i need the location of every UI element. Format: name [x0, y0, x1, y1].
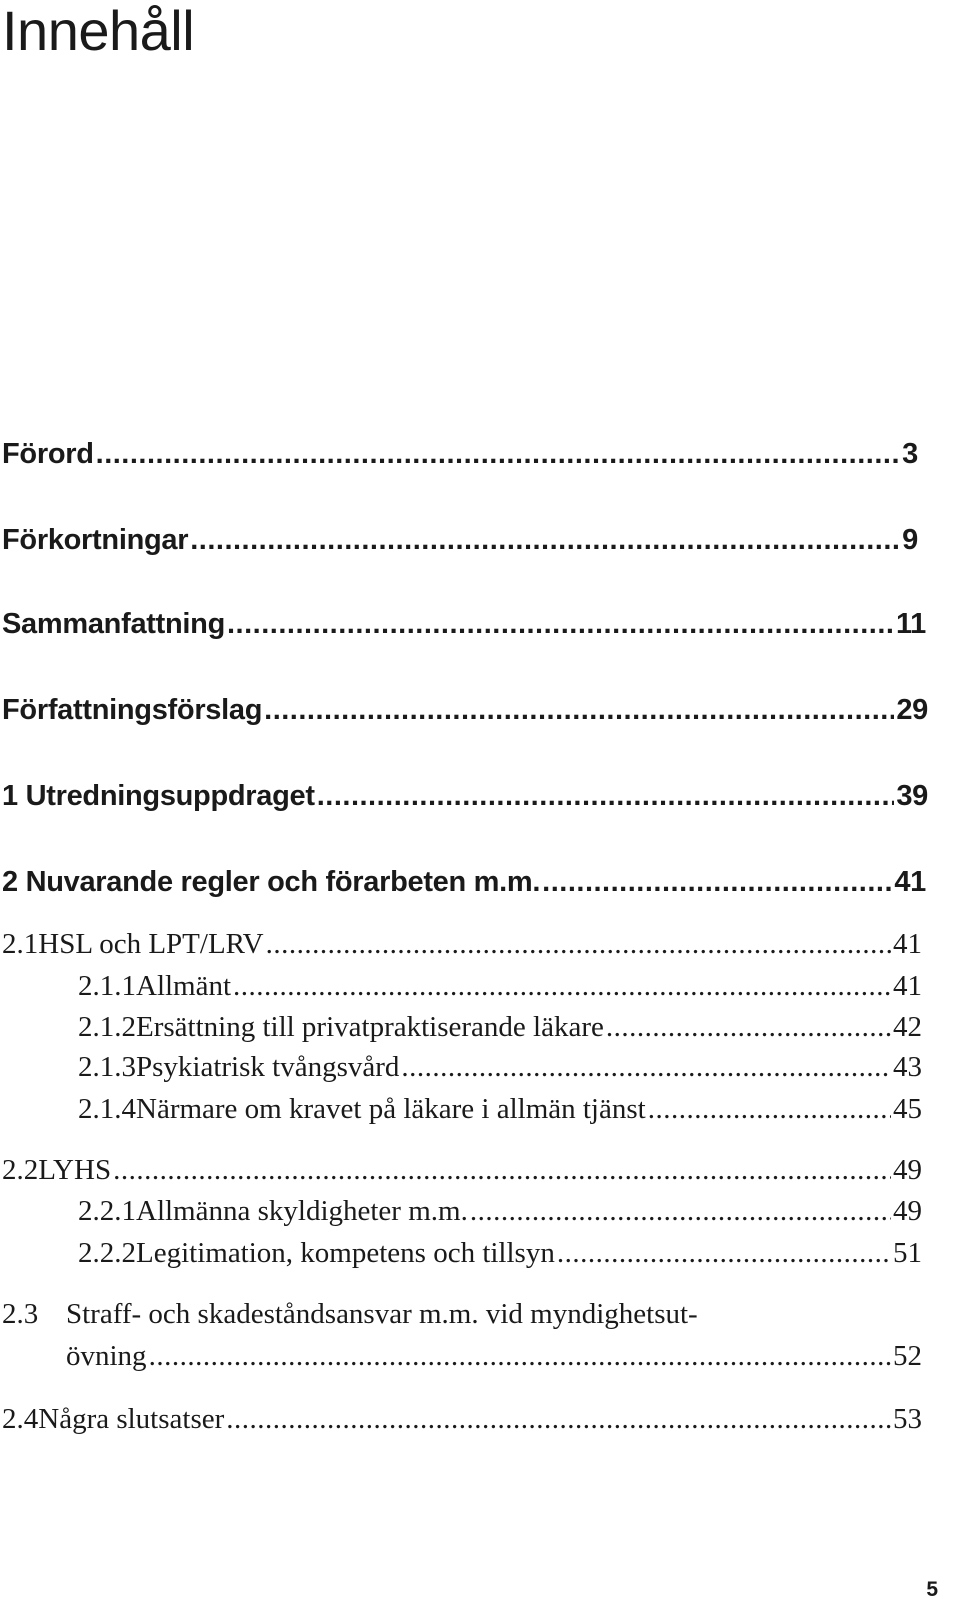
toc-entry-forord[interactable] — [2, 438, 918, 471]
toc-entry-2-4[interactable] — [2, 1403, 922, 1436]
toc-entry-label: 2 Nuvarande regler och förarbeten m.m. — [2, 866, 541, 898]
toc-entry-page: 51 — [893, 1237, 922, 1269]
toc-entry-2-1[interactable] — [2, 928, 922, 961]
toc-entry-number: 2.2.2 — [78, 1237, 136, 1269]
toc-entry-label: Närmare om kravet på läkare i allmän tjänst — [136, 1093, 646, 1125]
toc-entry-number: 2.1.4 — [78, 1093, 136, 1125]
toc-leader-dots — [648, 1093, 891, 1126]
toc-leader-dots — [149, 1340, 891, 1373]
toc-entry-2-2-1[interactable] — [78, 1195, 922, 1228]
toc-leader-dots — [233, 970, 891, 1003]
toc-entry-page: 39 — [896, 780, 928, 812]
toc-leader-dots — [401, 1051, 891, 1084]
toc-entry-label: Förkortningar — [2, 524, 189, 556]
toc-leader-dots — [542, 866, 892, 899]
toc-entry-forfattningsforslag[interactable] — [2, 694, 928, 727]
toc-entry-label: Psykiatrisk tvångsvård — [136, 1051, 400, 1083]
toc-entry-2-1-2[interactable] — [78, 1011, 922, 1044]
toc-leader-dots — [606, 1011, 891, 1044]
toc-entry-label: övning — [66, 1340, 147, 1372]
toc-leader-dots — [557, 1237, 891, 1270]
toc-entry-label: Ersättning till privatpraktiserande läkare — [136, 1011, 604, 1043]
page-number: 5 — [926, 1578, 938, 1601]
toc-entry-number: 2.3 — [2, 1298, 39, 1330]
toc-entry-label: 1 Utredningsuppdraget — [2, 780, 315, 812]
toc-entry-page: 42 — [893, 1011, 922, 1043]
toc-entry-number: 2.1.1 — [78, 970, 136, 1002]
toc-entry-number: 2.1 — [2, 928, 39, 960]
toc-leader-dots — [226, 1403, 891, 1436]
toc-entry-number: 2.1.2 — [78, 1011, 136, 1043]
toc-entry-page: 41 — [893, 928, 922, 960]
toc-entry-page: 52 — [893, 1340, 922, 1372]
toc-entry-2-3-line2[interactable] — [66, 1340, 922, 1373]
toc-entry-number: 2.4 — [2, 1403, 39, 1435]
toc-leader-dots — [266, 928, 891, 961]
toc-entry-page: 49 — [893, 1154, 922, 1186]
toc-leader-dots — [227, 608, 894, 641]
toc-entry-2-1-3[interactable] — [78, 1051, 922, 1084]
toc-entry-label: Allmänna skyldigheter m.m. — [136, 1195, 468, 1227]
toc-leader-dots — [190, 524, 900, 557]
toc-entry-page: 43 — [893, 1051, 922, 1083]
toc-entry-2-2[interactable] — [2, 1154, 922, 1187]
toc-entry-page: 45 — [893, 1093, 922, 1125]
toc-entry-2-3-line1[interactable] — [2, 1298, 698, 1331]
toc-leader-dots — [113, 1154, 891, 1187]
toc-entry-number: 2.1.3 — [78, 1051, 136, 1083]
toc-entry-page: 9 — [902, 524, 918, 556]
toc-leader-dots — [317, 780, 895, 813]
toc-entry-page: 41 — [894, 866, 926, 898]
toc-entry-label: Allmänt — [136, 970, 232, 1002]
toc-entry-2-2-2[interactable] — [78, 1237, 922, 1270]
toc-entry-page: 53 — [893, 1403, 922, 1435]
toc-entry-forkortningar[interactable] — [2, 524, 918, 557]
toc-entry-label: LYHS — [38, 1154, 112, 1186]
toc-entry-label: Legitimation, kompetens och tillsyn — [136, 1237, 555, 1269]
toc-leader-dots — [264, 694, 894, 727]
toc-entry-page: 11 — [895, 608, 926, 640]
toc-entry-page: 29 — [896, 694, 928, 726]
toc-leader-dots — [96, 438, 901, 471]
toc-entry-2-1-1[interactable] — [78, 970, 922, 1003]
toc-entry-chapter-2[interactable] — [2, 866, 926, 899]
toc-entry-label: Förord — [2, 438, 94, 470]
toc-entry-sammanfattning[interactable] — [2, 608, 926, 641]
toc-leader-dots — [470, 1195, 891, 1228]
toc-entry-label: Straff- och skadeståndsansvar m.m. vid myndighetsut- — [66, 1298, 698, 1330]
toc-entry-label: Några slutsatser — [38, 1403, 225, 1435]
toc-entry-page: 41 — [893, 970, 922, 1002]
toc-entry-number: 2.2 — [2, 1154, 39, 1186]
page-title: Innehåll — [2, 0, 195, 62]
toc-entry-number: 2.2.1 — [78, 1195, 136, 1227]
toc-entry-label: Författningsförslag — [2, 694, 263, 726]
toc-entry-label: HSL och LPT/LRV — [38, 928, 264, 960]
toc-entry-2-1-4[interactable] — [78, 1093, 922, 1126]
toc-entry-page: 3 — [902, 438, 918, 470]
toc-entry-chapter-1[interactable] — [2, 780, 928, 813]
toc-entry-page: 49 — [893, 1195, 922, 1227]
toc-entry-label: Sammanfattning — [2, 608, 225, 640]
